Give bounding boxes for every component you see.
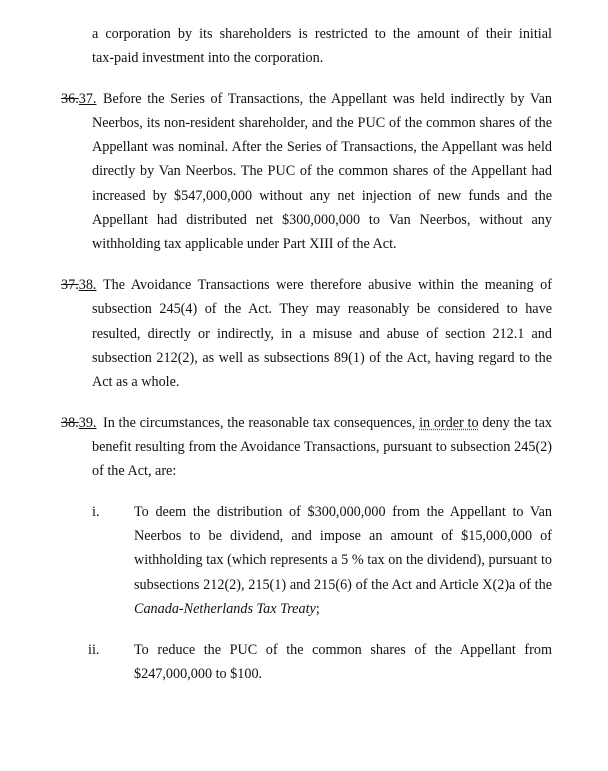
item-i-line-1: To deem the distribution of $300,000,000 from the Appellant to Van (134, 504, 552, 520)
para-39-line-1-c: deny the tax (482, 415, 552, 431)
item-i-line-4: subsections 212(2), 215(1) and 215(6) of the Act and Article X(2)a of the (134, 577, 552, 593)
para-37-line-2: Neerbos, its non-resident shareholder, and the PUC of the common shares of the (92, 115, 552, 131)
treaty-name: Canada-Netherlands Tax Treaty (134, 601, 316, 617)
para-39-new-number: 39. (78, 415, 97, 431)
para-37-line-3: Appellant was nominal. After the Series of Transactions, the Appellant was held (92, 139, 552, 155)
para-37-old-number: 36. (61, 91, 79, 107)
treaty-end: ; (315, 601, 320, 617)
item-ii-line-2: $247,000,000 to $100. (134, 666, 263, 682)
intro-line-1: a corporation by its shareholders is restricted to the amount of their initial (92, 26, 552, 42)
para-38-new-number: 38. (78, 277, 97, 293)
item-i-line-5 (134, 600, 552, 618)
para-37-line-7: withholding tax applicable under Part XIII of the Act. (92, 236, 397, 252)
para-39-in-order-to: in order to (419, 415, 479, 431)
para-37-line-4: directly by Van Neerbos. The PUC of the common shares of the Appellant had (92, 163, 552, 179)
item-i-line-2: Neerbos to be dividend, and impose an amount of $15,000,000 of (134, 528, 552, 544)
item-i-marker: i. (92, 504, 100, 520)
para-37-line-5: increased by $547,000,000 without any net injection of new funds and the (92, 188, 552, 204)
para-38-line-1: The Avoidance Transactions were therefore abusive within the meaning of (103, 277, 552, 293)
para-39-line-3: of the Act, are: (92, 463, 177, 479)
para-39-line-2: benefit resulting from the Avoidance Transactions, pursuant to subsection 245(2) (92, 439, 552, 455)
para-38-line-2: subsection 245(4) of the Act. They may reasonably be considered to have (92, 301, 552, 317)
para-38-line-3: resulted, directly or indirectly, in a misuse and abuse of section 212.1 and (92, 326, 552, 342)
intro-line-2: tax-paid investment into the corporation. (92, 50, 324, 66)
para-39-line-1 (103, 414, 552, 432)
para-38-line-4: subsection 212(2), as well as subsections 89(1) of the Act, having regard to the (92, 350, 552, 366)
para-38-old-number: 37. (61, 277, 79, 293)
para-37-number (61, 90, 96, 108)
para-37-line-6: Appellant had distributed net $300,000,000 to Van Neerbos, without any (92, 212, 552, 228)
para-39-number (61, 414, 96, 432)
para-37-line-1: Before the Series of Transactions, the Appellant was held indirectly by Van (103, 91, 552, 107)
para-38-line-5: Act as a whole. (92, 374, 180, 390)
para-39-old-number: 38. (61, 415, 79, 431)
para-37-new-number: 37. (78, 91, 97, 107)
item-i-line-3: withholding tax (which represents a 5 % tax on the dividend), pursuant to (134, 552, 552, 568)
para-39-line-1-a: In the circumstances, the reasonable tax consequences, (103, 415, 416, 431)
item-ii-line-1: To reduce the PUC of the common shares of the Appellant from (134, 642, 552, 658)
item-ii-marker: ii. (88, 642, 100, 658)
para-38-number (61, 276, 96, 294)
